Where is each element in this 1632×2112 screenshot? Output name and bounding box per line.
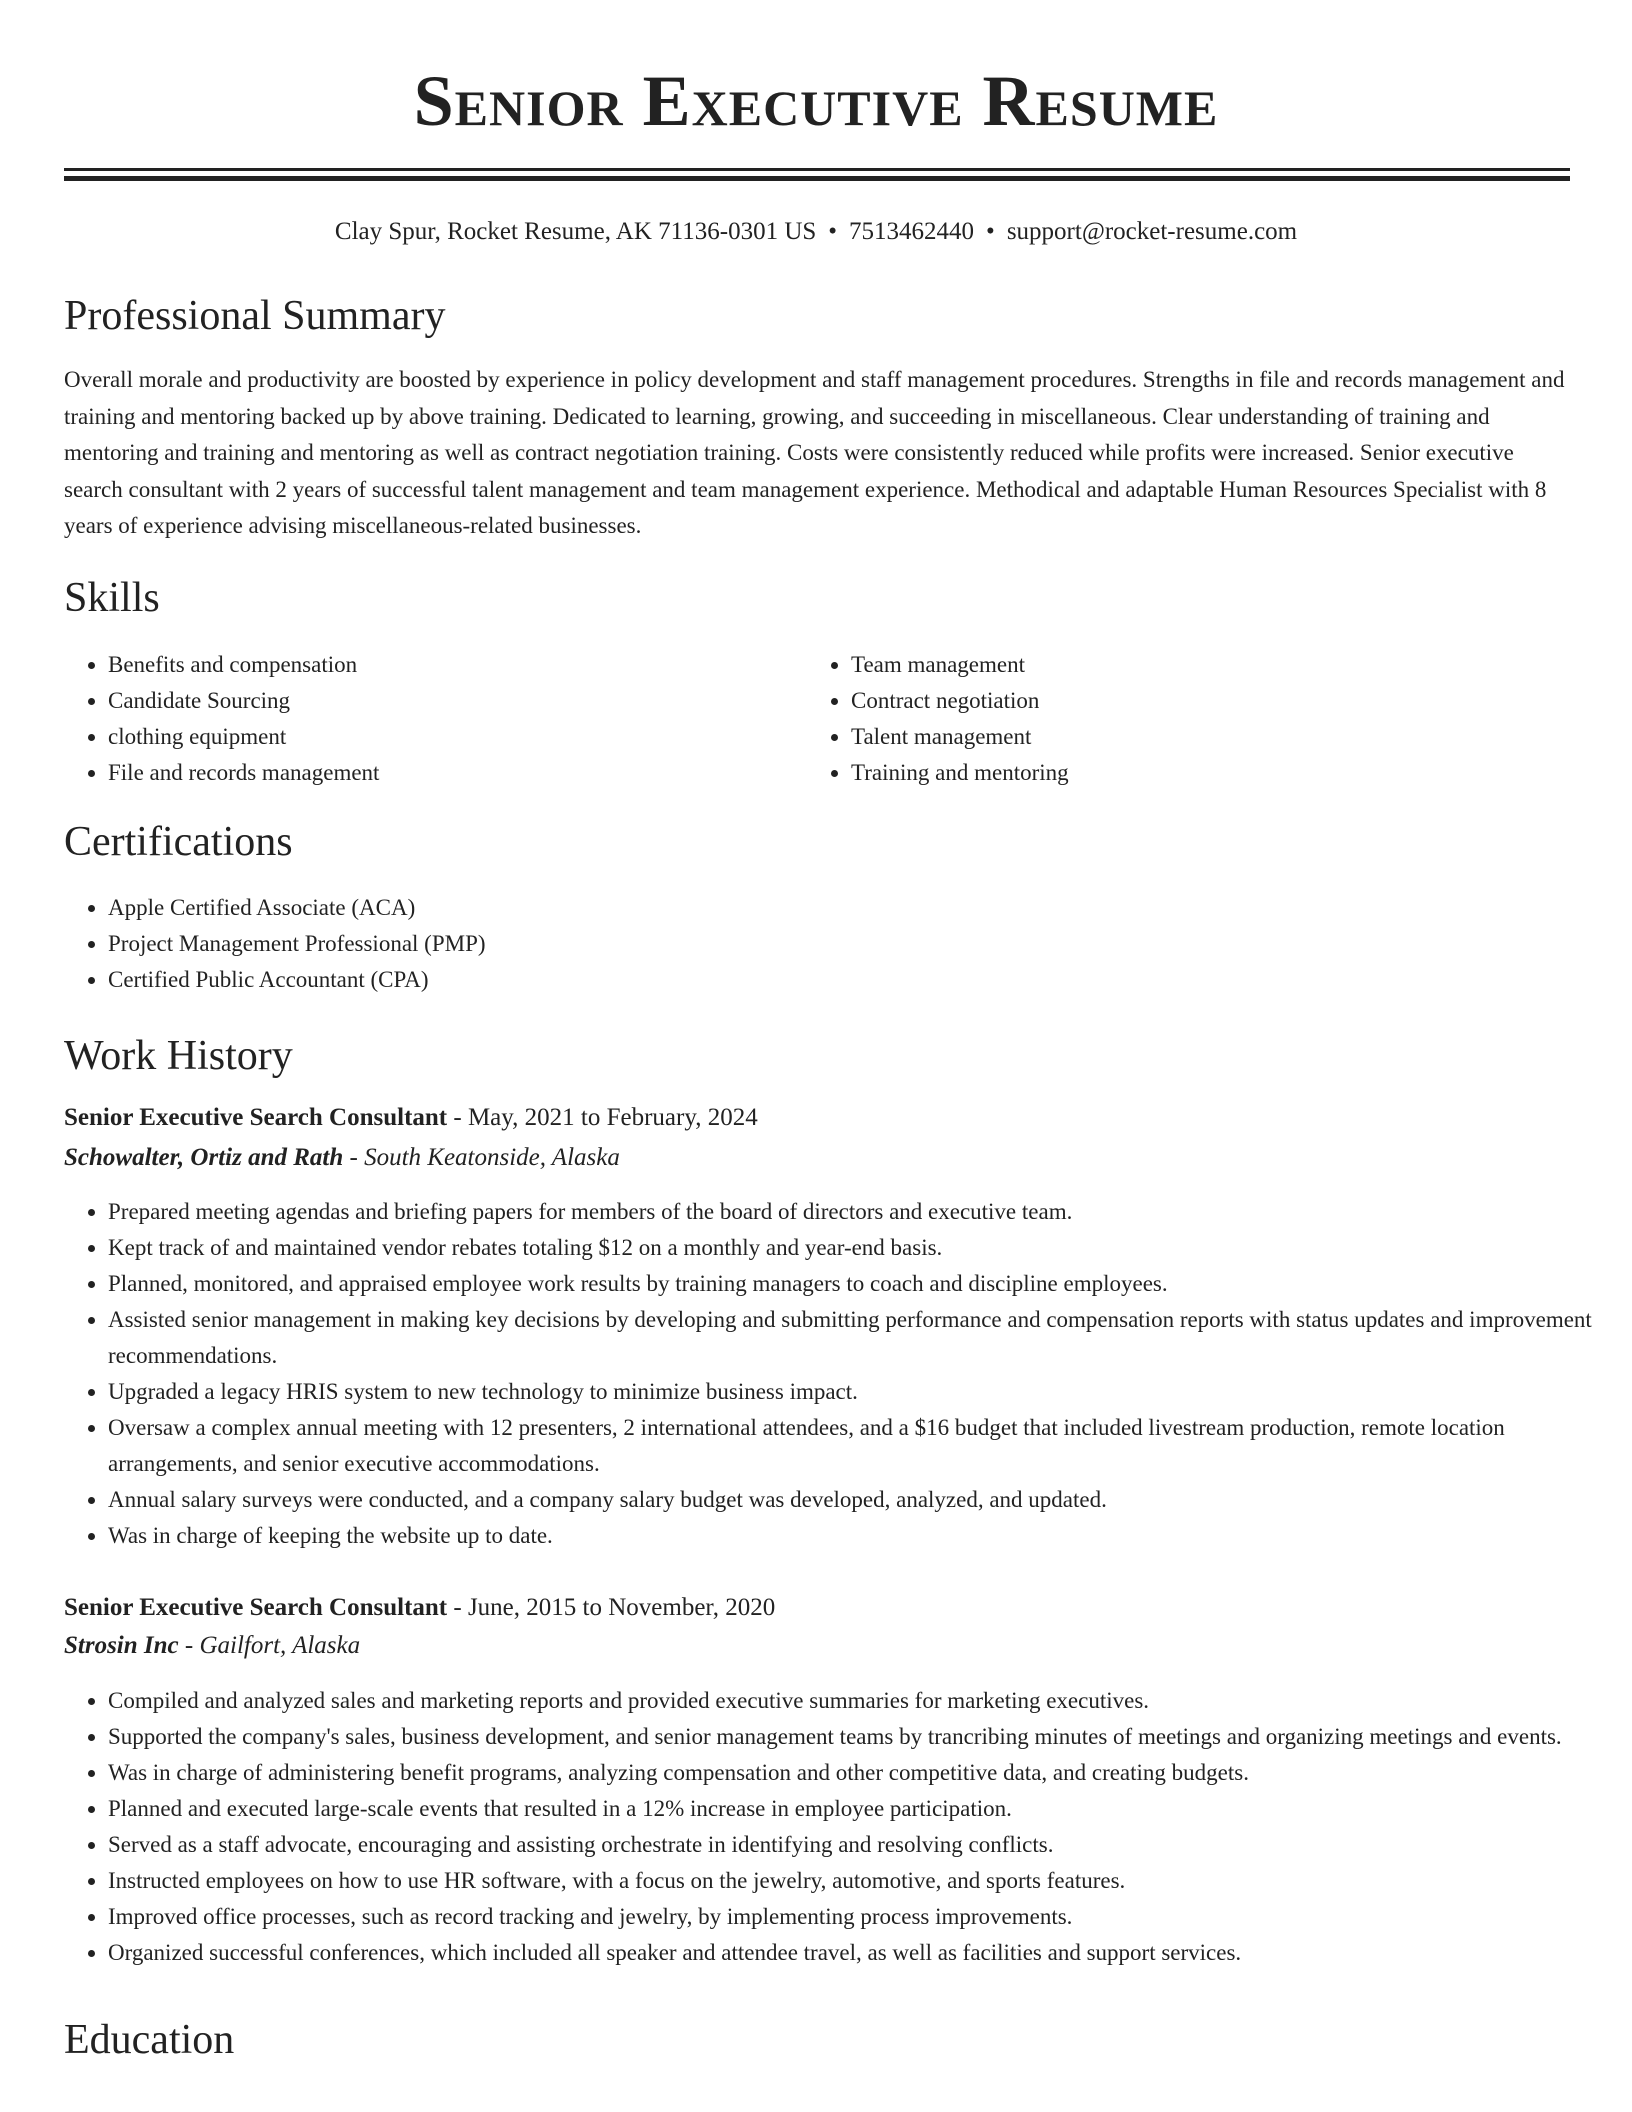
job-title-line: [64, 1590, 775, 1626]
job-company-line: [64, 1628, 360, 1664]
skill-item: • clothing equipment: [108, 719, 808, 755]
certification-item: • Apple Certified Associate (ACA): [108, 890, 1568, 926]
job-bullet: • Annual salary surveys were conducted, and a company salary budget was developed, analyzed, and updated.: [108, 1482, 1628, 1518]
job-bullet: • Kept track of and maintained vendor rebates totaling $12 on a monthly and year-end basis.: [108, 1230, 1628, 1266]
skill-item: • Training and mentoring: [851, 755, 1591, 791]
job-title-line: [64, 1100, 758, 1136]
skill-item: • Contract negotiation: [851, 683, 1591, 719]
work-history-heading: Work History: [64, 1033, 293, 1079]
skills-list-left: [64, 647, 808, 791]
job-location: - South Keatonside, Alaska: [343, 1144, 620, 1171]
job-bullets: [64, 1194, 1628, 1554]
certification-item: • Certified Public Accountant (CPA): [108, 962, 1568, 998]
page-title: Senior Executive Resume: [413, 61, 1219, 141]
contact-email: support@rocket-resume.com: [1006, 218, 1298, 245]
contact-separator: •: [986, 218, 995, 245]
job-title: Senior Executive Search Consultant: [64, 1104, 448, 1131]
job-bullet: • Upgraded a legacy HRIS system to new technology to minimize business impact.: [108, 1374, 1628, 1410]
skill-item: • Candidate Sourcing: [108, 683, 808, 719]
job-bullet: • Planned, monitored, and appraised employee work results by training managers to coach and discipline employees.: [108, 1266, 1628, 1302]
job-bullet: • Improved office processes, such as record tracking and jewelry, by implementing process improvements.: [108, 1899, 1628, 1935]
job-dates: - June, 2015 to November, 2020: [447, 1594, 776, 1621]
job-bullet: • Organized successful conferences, which included all speaker and attendee travel, as well as facilities and support services.: [108, 1935, 1628, 1971]
job-bullets: [64, 1683, 1628, 1971]
summary-text: Overall morale and productivity are boosted by experience in policy development and staff management procedures. Strengths in file and records management and training and mentoring backed up by above training. Dedicated to learning, growing, and succeeding in miscellaneous. Clear understanding of training and mentoring and training and mentoring as well as contract negotiation training. Costs were consistently reduced while profits were increased. Senior executive search consultant with 2 years of successful talent management and team management experience. Methodical and adaptable Human Resources Specialist with 8 years of experience advising miscellaneous-related businesses.: [64, 367, 1565, 538]
job-dates: - May, 2021 to February, 2024: [447, 1104, 758, 1131]
skill-item: • Team management: [851, 647, 1591, 683]
job-bullet: • Oversaw a complex annual meeting with 12 presenters, 2 international attendees, and a $16 budget that included livestream production, remote location arrangements, and senior executive accommodations.: [108, 1410, 1628, 1482]
summary-heading: Professional Summary: [64, 293, 446, 339]
job-company-line: [64, 1140, 620, 1176]
job-bullet: • Compiled and analyzed sales and marketing reports and provided executive summaries for marketing executives.: [108, 1683, 1628, 1719]
education-heading: Education: [64, 2017, 235, 2063]
job-company: Schowalter, Ortiz and Rath: [64, 1144, 344, 1171]
job-bullet: • Served as a staff advocate, encouraging and assisting orchestrate in identifying and resolving conflicts.: [108, 1827, 1628, 1863]
skill-item: • File and records management: [108, 755, 808, 791]
job-bullet: • Supported the company's sales, business development, and senior management teams by trancribing minutes of meetings and organizing meetings and events.: [108, 1719, 1628, 1755]
contact-phone: 7513462440: [849, 218, 975, 245]
certifications-list: [64, 890, 1568, 998]
title-divider-thin: [64, 168, 1570, 171]
certifications-heading: Certifications: [64, 819, 293, 865]
job-company: Strosin Inc: [64, 1632, 179, 1659]
job-bullet: • Was in charge of keeping the website up to date.: [108, 1518, 1628, 1554]
skills-list-right: [807, 647, 1591, 791]
contact-line: [0, 214, 1632, 250]
job-title: Senior Executive Search Consultant: [64, 1594, 448, 1621]
job-bullet: • Planned and executed large-scale events that resulted in a 12% increase in employee participation.: [108, 1791, 1628, 1827]
job-bullet: • Assisted senior management in making key decisions by developing and submitting performance and compensation reports with status updates and improvement recommendations.: [108, 1302, 1628, 1374]
skills-heading: Skills: [64, 575, 160, 621]
certification-item: • Project Management Professional (PMP): [108, 926, 1568, 962]
contact-separator: •: [828, 218, 838, 245]
job-bullet: • Was in charge of administering benefit programs, analyzing compensation and other competitive data, and creating budgets.: [108, 1755, 1628, 1791]
skill-item: • Talent management: [851, 719, 1591, 755]
job-location: - Gailfort, Alaska: [178, 1632, 361, 1659]
job-bullet: • Instructed employees on how to use HR software, with a focus on the jewelry, automotive, and sports features.: [108, 1863, 1628, 1899]
job-bullet: • Prepared meeting agendas and briefing papers for members of the board of directors and executive team.: [108, 1194, 1628, 1230]
contact-address: Clay Spur, Rocket Resume, AK 71136-0301 US: [334, 218, 817, 245]
skill-item: • Benefits and compensation: [108, 647, 808, 683]
title-divider-thick: [64, 176, 1570, 181]
